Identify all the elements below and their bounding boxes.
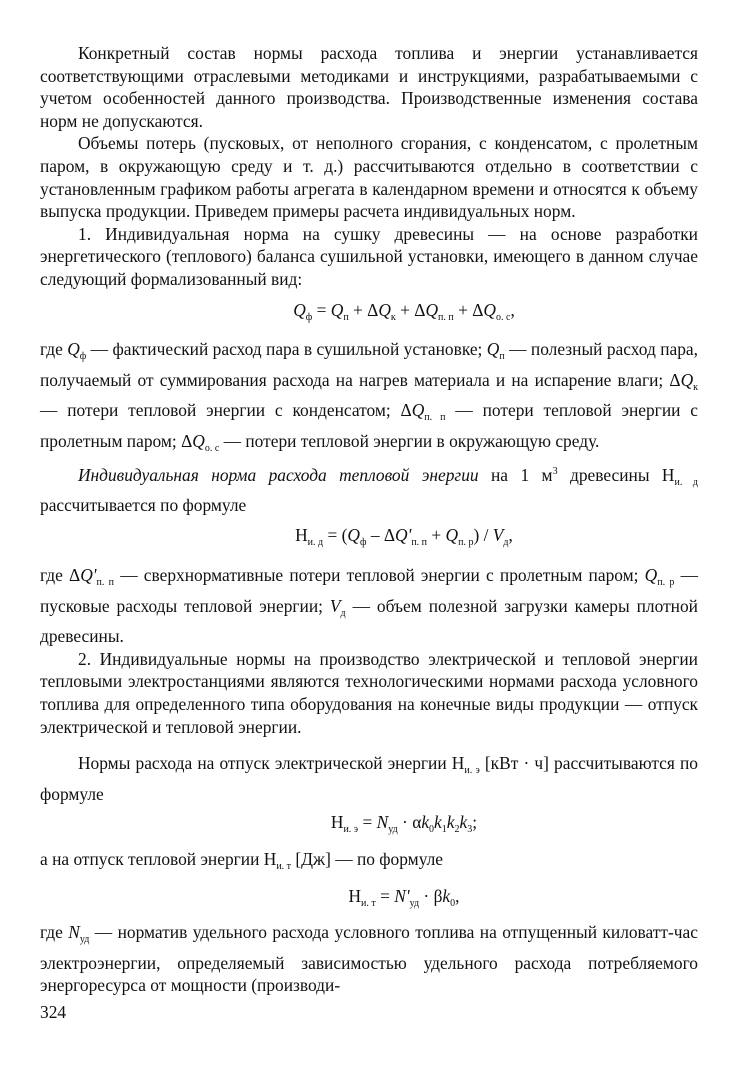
formula-heat-norm: $Н_{и. д} = (Q_ф - \Delta Q'_{п. п} + Q_{п. р}) / V_д$,: [295, 525, 513, 549]
page-number: 324: [40, 1002, 67, 1022]
paragraph-heat-norm-terms: где $\Delta Q'_{п. п}$ — сверхнормативные потери тепловой энергии с пролетным паром; $Q_{п. р}$ — пусковые расходы тепловой энергии; $V_д$ — объем полезной загрузки камеры плотной древесины.: [40, 565, 698, 647]
formula-heat-balance: $Q_ф = Q_п + \Delta Q_к + \Delta Q_{п. п} + \Delta Q_{о. с}$,: [293, 299, 515, 323]
paragraph-drying-norm: 1. Индивидуальная норма на сушку древесины — на основе разработки энергетического (теплового) баланса сушильной установки, имеющего в данном случае следующий формализованный вид:: [40, 223, 698, 289]
paragraph-gap: [40, 738, 698, 752]
paragraph-norm-composition: Конкретный состав нормы расхода топлива и энергии устанавливается соответствующими отраслевыми методиками и инструкциями, разрабатываемыми с учетом особенностей данного производства. Производственные изменения состава норм не допускаются.: [40, 43, 698, 131]
paragraph-loss-volumes: Объемы потерь (пусковых, от неполного сгорания, с конденсатом, с пролетным паром, в окружающую среду и т. д.) рассчитываются отдельно в соответствии с установленным графиком работы агрегата в календарном времени и относятся к объему выпуска продукции. Приведем примеры расчета индивидуальных норм.: [40, 133, 698, 222]
formula-electric-norm: $Н_{и. э} = N_{уд} \cdot \alpha k_0k_1k_2k_3$;: [330, 812, 478, 836]
paragraph-balance-terms: где $Q_ф$ — фактический расход пара в сушильной установке; $Q_п$ — полезный расход пара, получаемый от суммирования расхода на нагрев материала и на испарение влаги; $\Delta Q_к$ — потери тепловой энергии с конденсатом; $\Delta Q_{п. п}$ — потери тепловой энергии с пролетным паром; $\Delta Q_{о. с}$ — потери тепловой энергии в окружающую среду.: [40, 339, 699, 454]
paragraph-thermal-norm-intro: а на отпуск тепловой энергии $Н_{и. т}$ [Дж] — по формуле: [40, 849, 444, 873]
paragraph-power-plant-norms: 2. Индивидуальные нормы на производство электрической и тепловой энергии тепловыми электростанциями являются технологическими нормами расхода условного топлива для определенного типа оборудования на конечные виды продукции — отпуск электрической и тепловой энергии.: [40, 648, 698, 737]
formula-thermal-norm: $Н_{и. т} = N'_{уд} \cdot \beta k_0$,: [348, 885, 460, 909]
paragraph-heat-norm-intro: Индивидуальная норма расхода тепловой энергии на 1 $м^3$ древесины $Н_{и. д}$ рассчитывается по формуле: [40, 464, 699, 515]
paragraph-electric-norm-intro: Нормы расхода на отпуск электрической энергии $Н_{и. э}$ [кВт · ч] рассчитываются по формуле: [40, 753, 698, 804]
paragraph-specific-fuel-rate: где $N_{уд}$ — норматив удельного расхода условного топлива на отпущенный киловатт-час электроэнергии, определяемый зависимостью удельного расхода потребляемого энергоресурса от мощности (производи-: [40, 922, 698, 996]
